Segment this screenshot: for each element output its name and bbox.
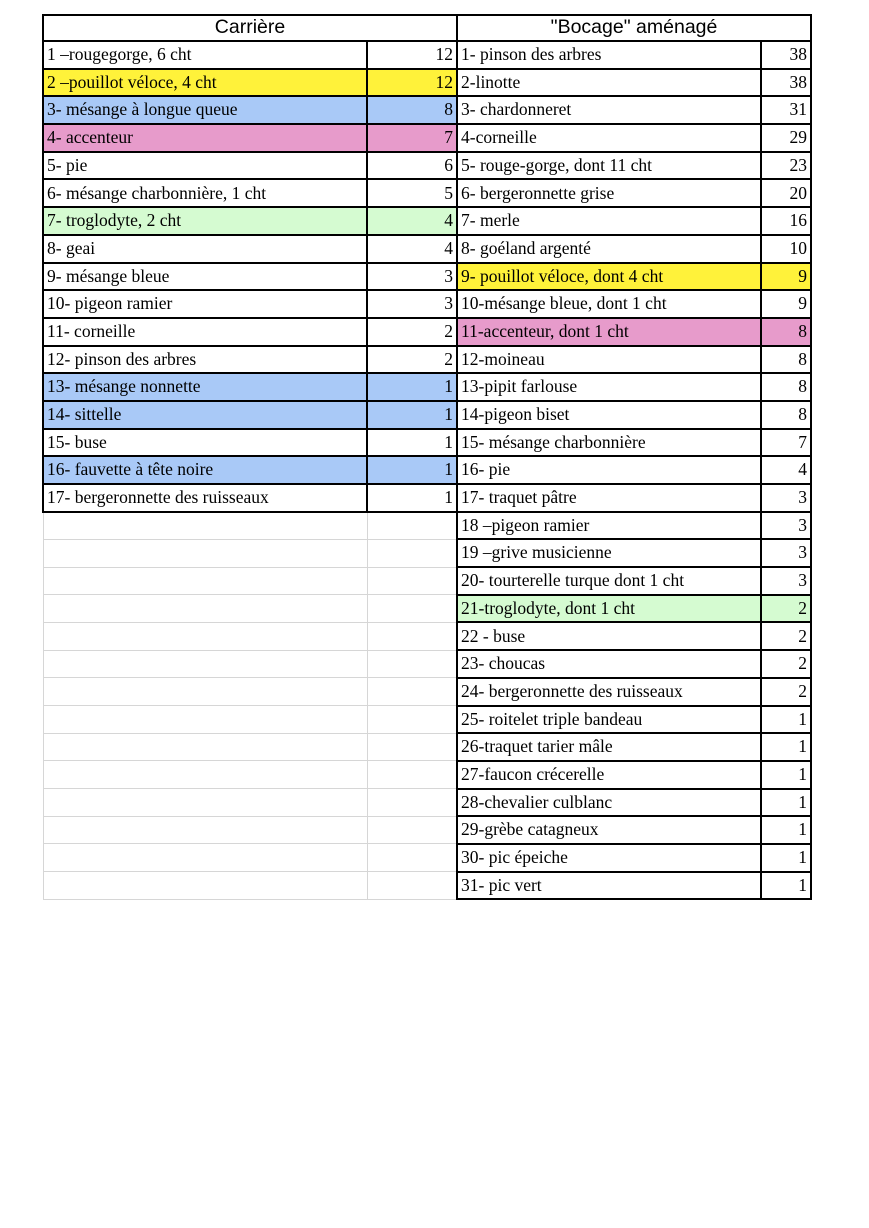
table-row [43,512,811,540]
carriere-count-cell: 5 [367,179,457,207]
carriere-species-cell: 5- pie [43,152,367,180]
carriere-species-cell: 10- pigeon ramier [43,290,367,318]
carriere-empty-cell [367,650,457,678]
table-row [43,678,811,706]
bird-count-table-body [43,15,811,899]
carriere-empty-cell [367,678,457,706]
carriere-species-cell: 7- troglodyte, 2 cht [43,207,367,235]
header-row [43,15,811,41]
carriere-empty-cell [43,595,367,623]
carriere-count-cell: 1 [367,429,457,457]
table-row [43,456,811,484]
bocage-species-cell: 21-troglodyte, dont 1 cht [457,595,761,623]
bocage-species-cell: 29-grèbe catagneux [457,816,761,844]
bocage-species-cell: 22 - buse [457,622,761,650]
carriere-species-cell: 8- geai [43,235,367,263]
carriere-empty-cell [367,706,457,734]
bocage-count-cell: 1 [761,844,811,872]
header-bocage: "Bocage" aménagé [457,15,811,41]
bocage-count-cell: 3 [761,484,811,512]
bocage-species-cell: 10-mésange bleue, dont 1 cht [457,290,761,318]
carriere-species-cell: 16- fauvette à tête noire [43,456,367,484]
bocage-species-cell: 7- merle [457,207,761,235]
carriere-empty-cell [43,512,367,540]
carriere-empty-cell [367,789,457,817]
bocage-count-cell: 10 [761,235,811,263]
carriere-empty-cell [367,595,457,623]
table-row [43,263,811,291]
table-row [43,401,811,429]
table-row [43,373,811,401]
carriere-count-cell: 3 [367,290,457,318]
bocage-count-cell: 8 [761,401,811,429]
carriere-count-cell: 4 [367,207,457,235]
bocage-species-cell: 13-pipit farlouse [457,373,761,401]
bocage-species-cell: 15- mésange charbonnière [457,429,761,457]
bocage-species-cell: 4-corneille [457,124,761,152]
bocage-count-cell: 29 [761,124,811,152]
table-row [43,844,811,872]
carriere-empty-cell [43,761,367,789]
bocage-count-cell: 1 [761,789,811,817]
carriere-count-cell: 3 [367,263,457,291]
bocage-species-cell: 1- pinson des arbres [457,41,761,69]
bocage-species-cell: 31- pic vert [457,872,761,900]
carriere-empty-cell [367,539,457,567]
carriere-species-cell: 14- sittelle [43,401,367,429]
carriere-species-cell: 6- mésange charbonnière, 1 cht [43,179,367,207]
table-row [43,650,811,678]
carriere-count-cell: 2 [367,346,457,374]
bocage-count-cell: 23 [761,152,811,180]
table-row [43,318,811,346]
bird-comparison-sheet [42,14,810,900]
carriere-empty-cell [367,872,457,900]
header-carriere: Carrière [43,15,457,41]
bocage-count-cell: 1 [761,872,811,900]
carriere-empty-cell [367,567,457,595]
bocage-count-cell: 4 [761,456,811,484]
bird-count-table [42,14,812,900]
carriere-count-cell: 1 [367,373,457,401]
bocage-species-cell: 23- choucas [457,650,761,678]
table-row [43,207,811,235]
bocage-count-cell: 9 [761,290,811,318]
carriere-empty-cell [43,844,367,872]
carriere-empty-cell [43,816,367,844]
bocage-count-cell: 8 [761,318,811,346]
carriere-species-cell: 13- mésange nonnette [43,373,367,401]
carriere-empty-cell [43,539,367,567]
carriere-empty-cell [43,733,367,761]
carriere-count-cell: 8 [367,96,457,124]
bocage-count-cell: 8 [761,346,811,374]
bocage-count-cell: 38 [761,41,811,69]
bocage-species-cell: 3- chardonneret [457,96,761,124]
table-row [43,539,811,567]
bocage-species-cell: 9- pouillot véloce, dont 4 cht [457,263,761,291]
carriere-empty-cell [43,706,367,734]
carriere-empty-cell [43,622,367,650]
carriere-species-cell: 17- bergeronnette des ruisseaux [43,484,367,512]
table-row [43,41,811,69]
bocage-count-cell: 2 [761,650,811,678]
bocage-species-cell: 17- traquet pâtre [457,484,761,512]
carriere-count-cell: 7 [367,124,457,152]
bocage-species-cell: 30- pic épeiche [457,844,761,872]
bocage-count-cell: 38 [761,69,811,97]
bocage-count-cell: 16 [761,207,811,235]
bocage-count-cell: 3 [761,512,811,540]
bocage-count-cell: 31 [761,96,811,124]
bocage-species-cell: 5- rouge-gorge, dont 11 cht [457,152,761,180]
bocage-count-cell: 8 [761,373,811,401]
bocage-count-cell: 1 [761,706,811,734]
carriere-empty-cell [43,567,367,595]
carriere-species-cell: 1 –rougegorge, 6 cht [43,41,367,69]
bocage-species-cell: 2-linotte [457,69,761,97]
table-row [43,595,811,623]
table-row [43,706,811,734]
carriere-count-cell: 1 [367,401,457,429]
carriere-count-cell: 6 [367,152,457,180]
carriere-empty-cell [367,622,457,650]
bocage-species-cell: 27-faucon crécerelle [457,761,761,789]
carriere-count-cell: 1 [367,484,457,512]
carriere-empty-cell [43,872,367,900]
carriere-species-cell: 15- buse [43,429,367,457]
table-row [43,124,811,152]
bocage-species-cell: 18 –pigeon ramier [457,512,761,540]
bocage-count-cell: 2 [761,678,811,706]
bocage-species-cell: 11-accenteur, dont 1 cht [457,318,761,346]
bocage-count-cell: 3 [761,567,811,595]
bocage-count-cell: 20 [761,179,811,207]
carriere-count-cell: 12 [367,41,457,69]
bocage-count-cell: 1 [761,761,811,789]
table-row [43,69,811,97]
bocage-species-cell: 12-moineau [457,346,761,374]
bocage-species-cell: 28-chevalier culblanc [457,789,761,817]
bocage-count-cell: 3 [761,539,811,567]
table-row [43,429,811,457]
bocage-count-cell: 2 [761,595,811,623]
table-row [43,872,811,900]
bocage-species-cell: 24- bergeronnette des ruisseaux [457,678,761,706]
carriere-species-cell: 3- mésange à longue queue [43,96,367,124]
table-row [43,152,811,180]
table-row [43,179,811,207]
table-row [43,761,811,789]
bocage-species-cell: 19 –grive musicienne [457,539,761,567]
table-row [43,816,811,844]
table-row [43,346,811,374]
carriere-species-cell: 11- corneille [43,318,367,346]
carriere-species-cell: 9- mésange bleue [43,263,367,291]
table-row [43,567,811,595]
bocage-species-cell: 26-traquet tarier mâle [457,733,761,761]
bocage-count-cell: 1 [761,733,811,761]
bocage-count-cell: 7 [761,429,811,457]
carriere-count-cell: 12 [367,69,457,97]
bocage-count-cell: 9 [761,263,811,291]
carriere-empty-cell [43,678,367,706]
bocage-species-cell: 16- pie [457,456,761,484]
table-row [43,733,811,761]
carriere-species-cell: 4- accenteur [43,124,367,152]
table-row [43,484,811,512]
bocage-species-cell: 20- tourterelle turque dont 1 cht [457,567,761,595]
carriere-empty-cell [367,512,457,540]
bocage-species-cell: 6- bergeronnette grise [457,179,761,207]
carriere-empty-cell [367,733,457,761]
carriere-count-cell: 2 [367,318,457,346]
bocage-species-cell: 25- roitelet triple bandeau [457,706,761,734]
table-row [43,290,811,318]
table-row [43,96,811,124]
carriere-empty-cell [367,761,457,789]
bocage-species-cell: 8- goéland argenté [457,235,761,263]
carriere-count-cell: 4 [367,235,457,263]
bocage-count-cell: 2 [761,622,811,650]
carriere-empty-cell [367,844,457,872]
table-row [43,789,811,817]
carriere-empty-cell [43,789,367,817]
table-row [43,235,811,263]
bocage-species-cell: 14-pigeon biset [457,401,761,429]
carriere-count-cell: 1 [367,456,457,484]
carriere-species-cell: 12- pinson des arbres [43,346,367,374]
carriere-empty-cell [43,650,367,678]
carriere-empty-cell [367,816,457,844]
table-row [43,622,811,650]
bocage-count-cell: 1 [761,816,811,844]
carriere-species-cell: 2 –pouillot véloce, 4 cht [43,69,367,97]
